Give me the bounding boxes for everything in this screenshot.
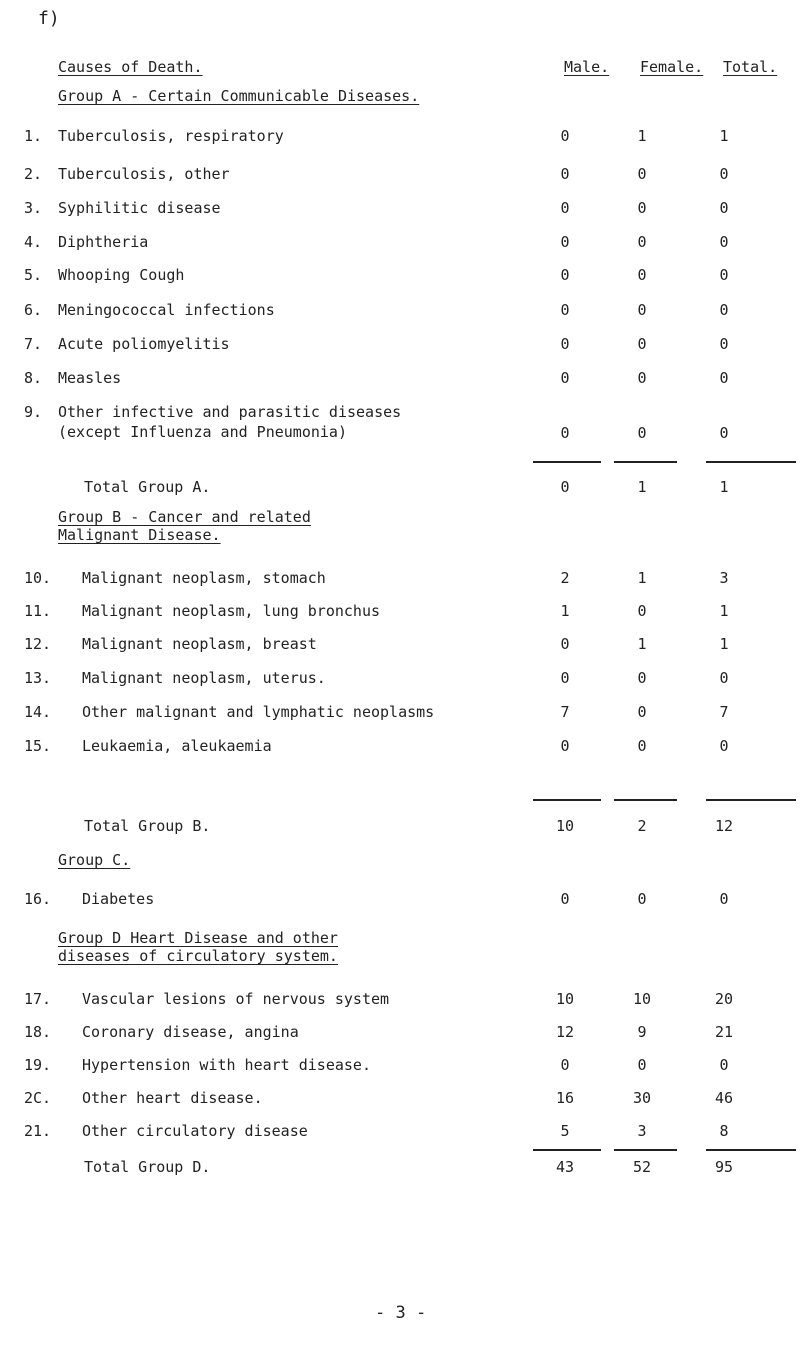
row-female: 10 [632,990,652,1008]
row-male: 0 [560,165,570,183]
row-male: 0 [560,737,570,755]
row-total: 0 [719,424,729,442]
total-rule-female [614,461,677,463]
total-rule-total [706,461,796,463]
row-total: 0 [719,335,729,353]
row-cause: Other heart disease. [82,1089,263,1107]
row-number: 4. [24,233,43,251]
total-female: 2 [637,817,647,835]
row-total: 0 [719,233,729,251]
total-rule-total [706,1149,796,1151]
total-male: 10 [555,817,575,835]
row-male: 2 [560,569,570,587]
table-row [0,403,800,447]
row-number: 10. [24,569,52,587]
total-female: 1 [637,478,647,496]
table-row [0,890,800,930]
row-cause: Malignant neoplasm, lung bronchus [82,602,381,620]
row-total: 46 [714,1089,734,1107]
row-male: 0 [560,424,570,442]
row-total: 0 [719,890,729,908]
row-female: 0 [637,335,647,353]
row-total: 7 [719,703,729,721]
total-total: 95 [714,1158,734,1176]
row-cause: Other malignant and lymphatic neoplasms [82,703,435,721]
table-row [0,737,800,777]
row-total: 8 [719,1122,729,1140]
row-total: 21 [714,1023,734,1041]
row-cause: Whooping Cough [58,266,185,284]
row-cause: Leukaemia, aleukaemia [82,737,272,755]
group-c-heading: Group C. [58,851,131,869]
group-b-heading-line1: Group B - Cancer and related [58,508,311,526]
row-cause: Acute poliomyelitis [58,335,230,353]
row-female: 0 [637,266,647,284]
row-male: 10 [555,990,575,1008]
row-male: 0 [560,369,570,387]
table-row [0,127,800,167]
total-female: 52 [632,1158,652,1176]
row-male: 0 [560,890,570,908]
header-causes: Causes of Death. [58,58,203,76]
total-rule-female [614,799,677,801]
row-cause: Other infective and parasitic diseases [58,403,402,421]
total-label: Total Group D. [84,1158,211,1176]
row-number: 8. [24,369,43,387]
total-rule-male [533,1149,601,1151]
row-cause: Diabetes [82,890,155,908]
row-male: 0 [560,127,570,145]
row-number: 2. [24,165,43,183]
row-number: 2C. [24,1089,52,1107]
row-cause: Coronary disease, angina [82,1023,299,1041]
row-total: 0 [719,369,729,387]
row-total: 1 [719,127,729,145]
row-female: 0 [637,301,647,319]
total-row [0,1158,800,1198]
row-total: 1 [719,602,729,620]
row-cause: Tuberculosis, other [58,165,230,183]
row-male: 0 [560,635,570,653]
row-total: 0 [719,1056,729,1074]
group-d-heading-line2: diseases of circulatory system. [58,947,338,965]
row-female: 1 [637,569,647,587]
row-number: 16. [24,890,52,908]
row-number: 15. [24,737,52,755]
row-total: 0 [719,737,729,755]
row-number: 6. [24,301,43,319]
group-a-heading: Group A - Certain Communicable Diseases. [58,87,420,105]
row-cause: Diphtheria [58,233,149,251]
total-label: Total Group B. [84,817,211,835]
row-total: 0 [719,199,729,217]
row-cause: Vascular lesions of nervous system [82,990,390,1008]
row-number: 13. [24,669,52,687]
row-number: 19. [24,1056,52,1074]
total-rule-male [533,799,601,801]
row-number: 18. [24,1023,52,1041]
row-female: 0 [637,165,647,183]
row-female: 0 [637,199,647,217]
row-male: 0 [560,266,570,284]
row-female: 0 [637,703,647,721]
row-cause: Other circulatory disease [82,1122,308,1140]
row-number: 1. [24,127,43,145]
row-male: 0 [560,199,570,217]
header-female: Female. [640,58,704,76]
table-row [0,266,800,306]
row-female: 1 [637,127,647,145]
row-number: 9. [24,403,43,421]
row-female: 30 [632,1089,652,1107]
row-female: 0 [637,737,647,755]
row-total: 0 [719,266,729,284]
row-male: 12 [555,1023,575,1041]
table-row [0,1122,800,1162]
row-female: 0 [637,233,647,251]
row-total: 1 [719,635,729,653]
row-cause: Tuberculosis, respiratory [58,127,284,145]
total-male: 0 [560,478,570,496]
total-rule-male [533,461,601,463]
row-female: 0 [637,369,647,387]
row-female: 3 [637,1122,647,1140]
row-number: 11. [24,602,52,620]
row-number: 14. [24,703,52,721]
header-male: Male. [564,58,610,76]
row-number: 3. [24,199,43,217]
total-label: Total Group A. [84,478,211,496]
row-cause-continuation: (except Influenza and Pneumonia) [58,423,347,441]
row-total: 0 [719,301,729,319]
total-total: 12 [714,817,734,835]
row-male: 5 [560,1122,570,1140]
row-male: 0 [560,335,570,353]
row-cause: Malignant neoplasm, stomach [82,569,326,587]
row-male: 0 [560,233,570,251]
row-female: 0 [637,424,647,442]
row-cause: Hypertension with heart disease. [82,1056,371,1074]
row-cause: Measles [58,369,122,387]
row-female: 0 [637,890,647,908]
row-female: 0 [637,602,647,620]
section-marker: f) [38,8,60,29]
row-male: 1 [560,602,570,620]
row-cause: Malignant neoplasm, breast [82,635,317,653]
row-number: 5. [24,266,43,284]
row-total: 0 [719,165,729,183]
total-total: 1 [719,478,729,496]
row-male: 16 [555,1089,575,1107]
group-d-heading-line1: Group D Heart Disease and other [58,929,338,947]
row-cause: Meningococcal infections [58,301,275,319]
row-female: 1 [637,635,647,653]
row-total: 20 [714,990,734,1008]
row-number: 17. [24,990,52,1008]
row-number: 21. [24,1122,52,1140]
row-female: 0 [637,1056,647,1074]
row-male: 0 [560,1056,570,1074]
page-number: - 3 - [375,1303,427,1323]
header-total: Total. [723,58,778,76]
row-male: 0 [560,301,570,319]
row-male: 7 [560,703,570,721]
row-cause: Malignant neoplasm, uterus. [82,669,326,687]
row-female: 9 [637,1023,647,1041]
row-cause: Syphilitic disease [58,199,221,217]
row-number: 12. [24,635,52,653]
total-rule-total [706,799,796,801]
row-female: 0 [637,669,647,687]
row-total: 3 [719,569,729,587]
row-total: 0 [719,669,729,687]
group-b-heading-line2: Malignant Disease. [58,526,221,544]
row-number: 7. [24,335,43,353]
total-rule-female [614,1149,677,1151]
row-male: 0 [560,669,570,687]
total-male: 43 [555,1158,575,1176]
